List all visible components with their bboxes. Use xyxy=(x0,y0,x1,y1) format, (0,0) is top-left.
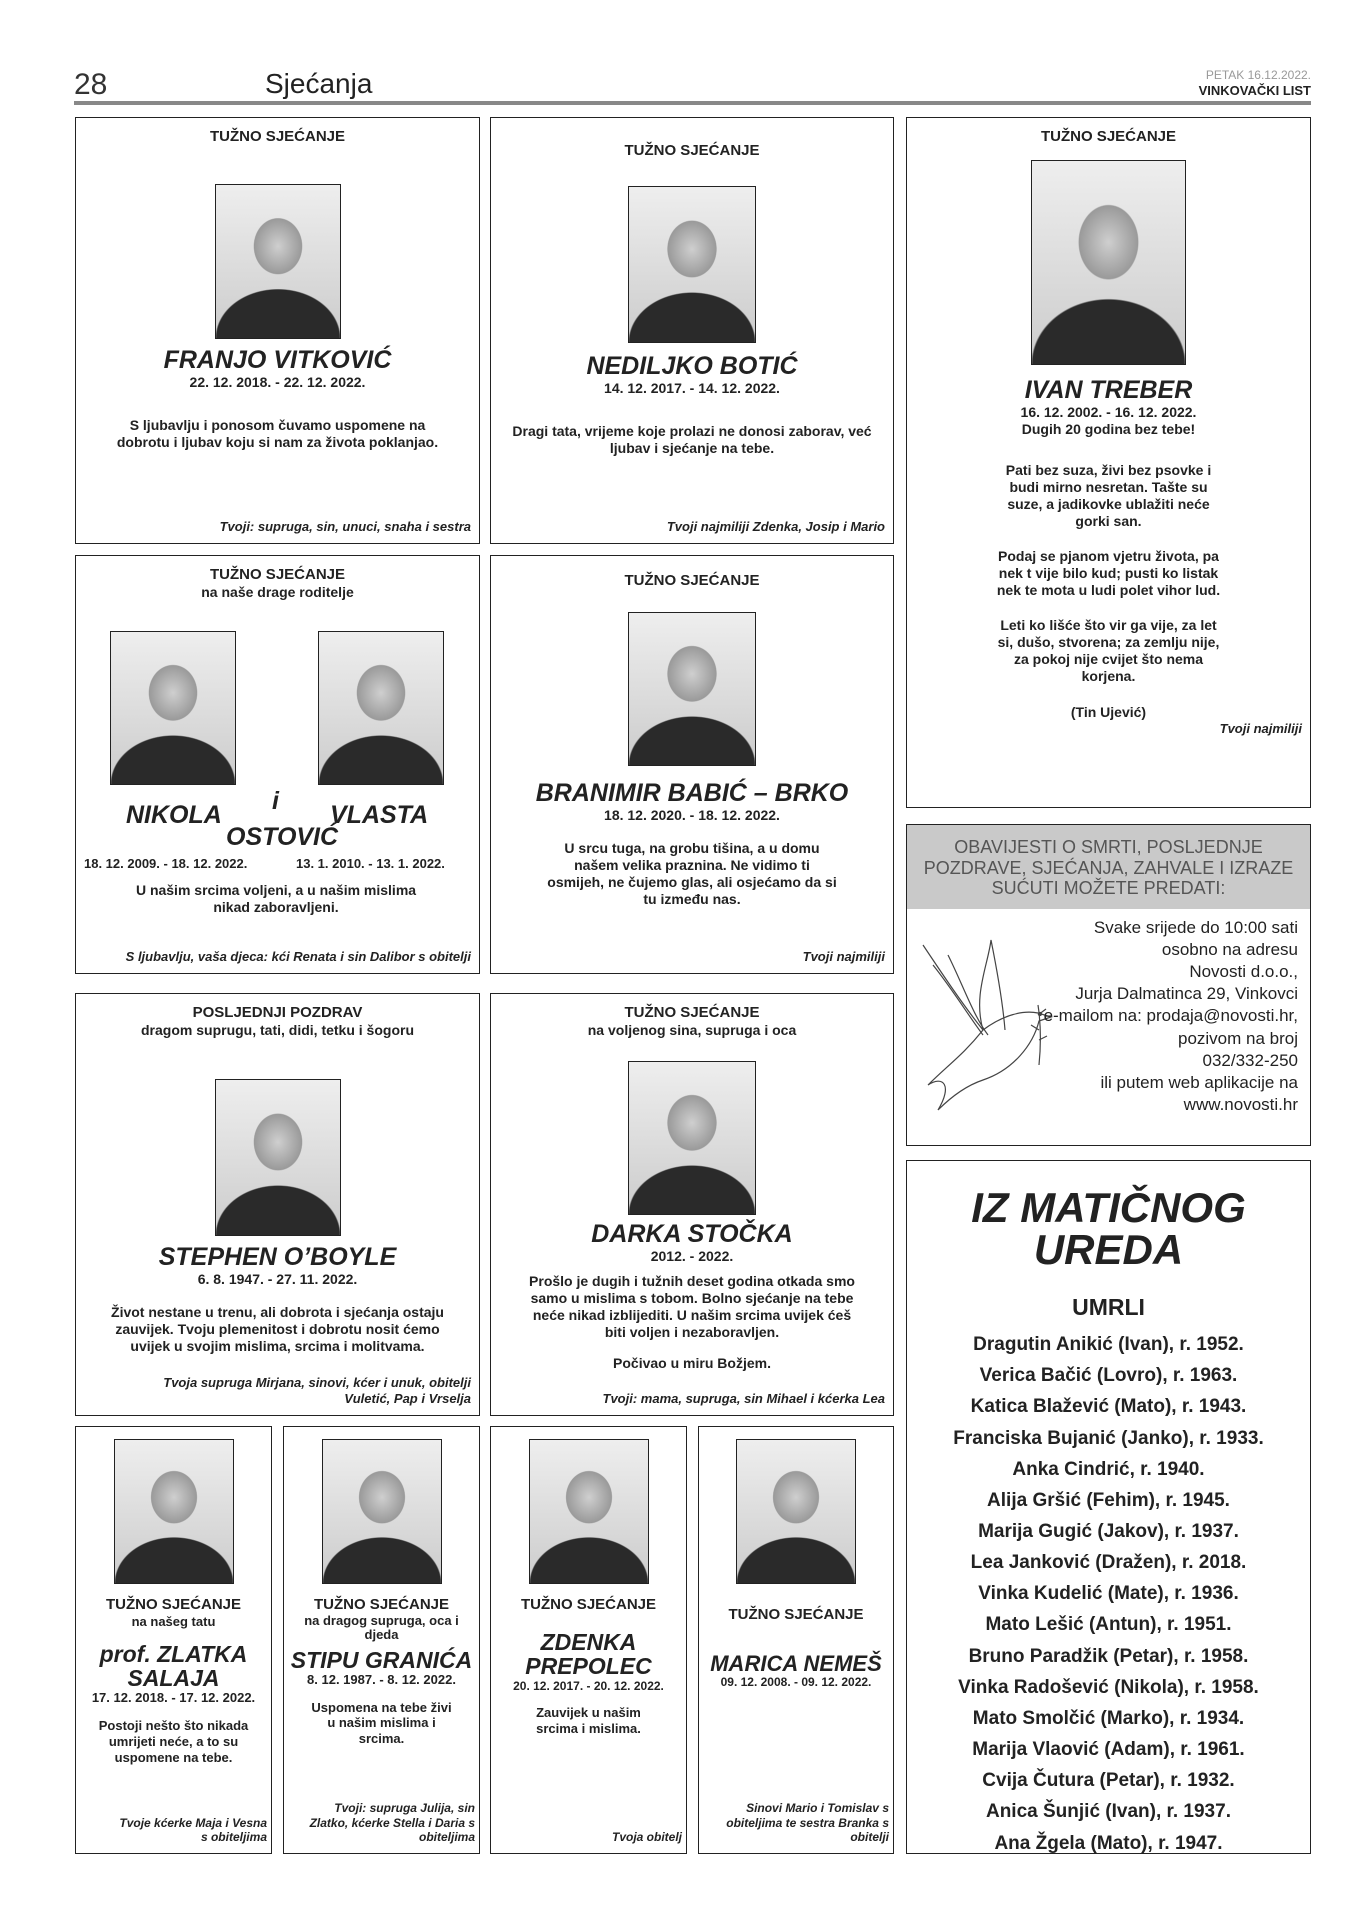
ad-line: pozivom na broj xyxy=(1177,1028,1298,1048)
dates: 6. 8. 1947. - 27. 11. 2022. xyxy=(197,1270,358,1287)
deceased-name: STIPU GRANIĆA xyxy=(290,1646,473,1673)
registry-subtitle: UMRLI xyxy=(1072,1294,1145,1320)
portrait-photo xyxy=(736,1439,856,1584)
registry-entry: Vinka Radošević (Nikola), r. 1958. xyxy=(958,1676,1259,1698)
notice-ostovic xyxy=(75,555,480,974)
registry-title: IZ MATIČNOG UREDA xyxy=(971,1184,1246,1273)
deceased-name: BRANIMIR BABIĆ – BRKO xyxy=(535,779,849,808)
ad-email[interactable]: e-mailom na: prodaja@novosti.hr, xyxy=(1043,1006,1298,1026)
dates: 22. 12. 2018. - 22. 12. 2022. xyxy=(189,373,366,390)
message: Postoji nešto što nikada umrijeti neće, a to su uspomene na tebe. xyxy=(98,1718,249,1766)
ad-phone: 032/332-250 xyxy=(1202,1050,1298,1070)
header-rule xyxy=(74,101,1311,105)
notice-title: TUŽNO SJEĆANJE xyxy=(209,128,346,145)
registry-entry: Dragutin Anikić (Ivan), r. 1952. xyxy=(973,1334,1244,1356)
registry-entry: Alija Gršić (Fehim), r. 1945. xyxy=(987,1489,1230,1511)
notice-zlatka-salaja xyxy=(75,1426,272,1854)
dates: 09. 12. 2008. - 09. 12. 2022. xyxy=(720,1675,872,1690)
signature: Tvoji: mama, supruga, sin Mihael i kćerka Lea xyxy=(602,1391,885,1407)
poem-stanza-1: Pati bez suza, živi bez psovke i budi mirno nesretan. Tašte su suze, a jadikovke ublažiti neće gorki san. xyxy=(1005,461,1212,529)
message: S ljubavlju i ponosom čuvamo uspomene na dobrotu i ljubav koju si nam za života poklanjao. xyxy=(116,416,439,450)
portrait-photo xyxy=(215,1079,341,1236)
notice-title: TUŽNO SJEĆANJE xyxy=(209,566,346,583)
portrait-photo-nikola xyxy=(110,631,236,785)
notice-zdenka-prepolec xyxy=(490,1426,687,1854)
notice-franjo-vitkovic xyxy=(75,117,480,544)
notice-title: TUŽNO SJEĆANJE xyxy=(105,1596,242,1613)
registry-entry: Lea Janković (Dražen), r. 2018. xyxy=(970,1552,1247,1574)
poem-author: (Tin Ujević) xyxy=(1070,703,1147,720)
ad-website[interactable]: www.novosti.hr xyxy=(1183,1094,1298,1114)
signature: Sinovi Mario i Tomislav s obiteljima te sestra Branka s obitelji xyxy=(726,1801,889,1845)
conjunction: i xyxy=(272,787,279,815)
notice-stipu-granica xyxy=(283,1426,480,1854)
notice-title: TUŽNO SJEĆANJE xyxy=(520,1596,657,1613)
deceased-name: NEDILJKO BOTIĆ xyxy=(586,352,798,381)
dates: 16. 12. 2002. - 16. 12. 2022. xyxy=(1020,403,1197,420)
portrait-photo xyxy=(1031,160,1186,365)
portrait-photo xyxy=(215,184,341,339)
subtitle: na voljenog sina, supruga i oca xyxy=(587,1022,797,1039)
deceased-name-1: NIKOLA xyxy=(126,801,222,829)
signature: Tvoji najmiliji xyxy=(802,949,885,965)
message: Prošlo je dugih i tužnih deset godina otkada smo samo u mislima s tobom. Bolno sjećanje na tebe neće nikad izblijediti. U našim srcima uvijek ćeš biti voljen i nezaboravljen. xyxy=(529,1272,855,1340)
ad-heading: OBAVIJESTI O SMRTI, POSLJEDNJE POZDRAVE, SJEĆANJA, ZAHVALE I IZRAZE SUĆUTI MOŽETE PREDATI: xyxy=(907,825,1310,909)
notice-darka-stocka xyxy=(490,993,894,1416)
ad-line: Novosti d.o.o., xyxy=(1189,962,1298,982)
deceased-name: FRANJO VITKOVIĆ xyxy=(163,346,392,375)
ad-line: Svake srijede do 10:00 sati xyxy=(1093,918,1298,938)
notice-title: TUŽNO SJEĆANJE xyxy=(624,1004,760,1021)
registry-entry: Anka Cindrić, r. 1940. xyxy=(1012,1458,1205,1480)
signature: Tvoji: supruga, sin, unuci, snaha i sestra xyxy=(219,519,471,535)
notice-title: POSLJEDNJI POZDRAV xyxy=(192,1004,363,1021)
issue-date: PETAK 16.12.2022. xyxy=(1205,68,1311,82)
portrait-photo xyxy=(322,1439,442,1584)
dates-2: 13. 1. 2010. - 13. 1. 2022. xyxy=(296,856,445,871)
message-closing: Počivao u miru Božjem. xyxy=(613,1355,771,1372)
notice-title: TUŽNO SJEĆANJE xyxy=(624,142,760,159)
dates: 20. 12. 2017. - 20. 12. 2022. xyxy=(513,1678,664,1693)
signature: Tvoji najmiliji xyxy=(1219,720,1302,736)
ad-line: ili putem web aplikacije na xyxy=(1100,1072,1298,1092)
subtitle: na našeg tatu xyxy=(131,1614,216,1630)
subtitle: na naše drage roditelje xyxy=(201,584,354,601)
registry-entry: Marija Vlaović (Adam), r. 1961. xyxy=(972,1739,1245,1761)
deceased-name: IVAN TREBER xyxy=(1024,376,1193,405)
ad-instructions xyxy=(1044,909,1310,1116)
portrait-photo xyxy=(628,186,756,343)
ad-line: Jurja Dalmatinca 29, Vinkovci xyxy=(1075,984,1298,1004)
poem-stanza-3: Leti ko lišće što vir ga vije, za let si, dušo, stvorena; za zemlju nije, za pokoj nije cvijet što nema korjena. xyxy=(997,617,1220,685)
notice-title: TUŽNO SJEĆANJE xyxy=(313,1596,450,1613)
registry-entry: Anica Šunjić (Ivan), r. 1937. xyxy=(985,1801,1231,1823)
portrait-photo xyxy=(628,612,756,766)
subtitle: dragom suprugu, tati, didi, tetku i šogoru xyxy=(141,1022,414,1039)
registry-entry: Vinka Kudelić (Mate), r. 1936. xyxy=(978,1583,1239,1605)
dates: 18. 12. 2020. - 18. 12. 2022. xyxy=(604,806,780,823)
dates-1: 18. 12. 2009. - 18. 12. 2022. xyxy=(84,856,248,871)
registry-entry: Mato Lešić (Antun), r. 1951. xyxy=(985,1614,1232,1636)
signature: Tvoja obitelj xyxy=(611,1830,682,1845)
registry-entry: Marija Gugić (Jakov), r. 1937. xyxy=(978,1520,1239,1542)
deceased-name: DARKA STOČKA xyxy=(591,1220,793,1249)
notice-marica-nemes xyxy=(698,1426,894,1854)
message: Zauvijek u našim srcima i mislima. xyxy=(536,1705,641,1737)
section-title: Sjećanja xyxy=(265,68,373,99)
registry-entry: Cvija Čutura (Petar), r. 1932. xyxy=(982,1770,1235,1792)
newspaper-name: VINKOVAČKI LIST xyxy=(1198,83,1311,98)
subtitle: Dugih 20 godina bez tebe! xyxy=(1021,420,1196,437)
message: Dragi tata, vrijeme koje prolazi ne donosi zaborav, već ljubav i sjećanje na tebe. xyxy=(512,422,872,456)
message: U našim srcima voljeni, a u našim mislima nikad zaboravljeni. xyxy=(135,882,417,916)
subtitle: na dragog supruga, oca i djeda xyxy=(304,1613,459,1642)
dates: 2012. - 2022. xyxy=(650,1247,734,1264)
dates: 8. 12. 1987. - 8. 12. 2022. xyxy=(307,1671,456,1687)
registry-entry: Bruno Paradžik (Petar), r. 1958. xyxy=(968,1645,1249,1667)
notice-nediljko-botic xyxy=(490,117,894,544)
signature: Tvoja supruga Mirjana, sinovi, kćer i unuk, obitelji Vuletić, Pap i Vrselja xyxy=(163,1375,471,1407)
registry-entry: Franciska Bujanić (Janko), r. 1933. xyxy=(953,1427,1264,1449)
deceased-name-2: VLASTA xyxy=(330,801,429,829)
message: Život nestane u trenu, ali dobrota i sjećanja ostaju zauvijek. Tvoju plemenitost i dobrotu nosit ćemo uvijek u svojim mislima, srcima i molitvama. xyxy=(111,1303,444,1354)
portrait-photo-vlasta xyxy=(318,631,444,785)
notice-title: TUŽNO SJEĆANJE xyxy=(624,572,760,589)
poem-stanza-2: Podaj se pjanom vjetru života, pa nek t vije bilo kud; pusti ko listak nek te mota u ludi polet vihor lud. xyxy=(996,548,1221,599)
signature: S ljubavlju, vaša djeca: kći Renata i sin Dalibor s obitelji xyxy=(125,949,471,965)
deceased-name: ZDENKA PREPOLEC xyxy=(525,1629,652,1680)
registry-entry: Mato Smolčić (Marko), r. 1934. xyxy=(972,1707,1245,1729)
submission-info-ad xyxy=(906,824,1311,1146)
notice-title: TUŽNO SJEĆANJE xyxy=(1040,128,1177,145)
notice-title: TUŽNO SJEĆANJE xyxy=(728,1606,864,1623)
ad-line: osobno na adresu xyxy=(1161,940,1298,960)
portrait-photo xyxy=(529,1439,649,1584)
dates: 17. 12. 2018. - 17. 12. 2022. xyxy=(91,1690,256,1706)
signature: Tvoji: supruga Julija, sin Zlatko, kćerke Stella i Daria s obiteljima xyxy=(309,1801,475,1845)
registry-entry: Verica Bačić (Lovro), r. 1963. xyxy=(979,1365,1238,1387)
notice-branimir-babic xyxy=(490,555,894,974)
page-number: 28 xyxy=(74,68,108,101)
message: Uspomena na tebe živi u našim mislima i srcima. xyxy=(311,1699,452,1747)
dates: 14. 12. 2017. - 14. 12. 2022. xyxy=(604,379,780,396)
deceased-name: MARICA NEMEŠ xyxy=(710,1651,882,1677)
message: U srcu tuga, na grobu tišina, a u domu našem velika praznina. Ne vidimo ti osmijeh, ne čujemo glas, ali osjećamo da si tu između nas. xyxy=(547,839,837,907)
deceased-name: STEPHEN O’BOYLE xyxy=(158,1243,397,1272)
registry-office-deaths xyxy=(906,1160,1311,1854)
signature: Tvoje kćerke Maja i Vesna s obiteljima xyxy=(119,1815,267,1845)
deceased-name: prof. ZLATKA SALAJA xyxy=(99,1641,248,1692)
notice-ivan-treber xyxy=(906,117,1311,808)
portrait-photo xyxy=(114,1439,234,1584)
deceased-list xyxy=(953,1329,1263,1859)
registry-entry: Ana Žgela (Mato), r. 1947. xyxy=(994,1832,1223,1854)
surname: OSTOVIĆ xyxy=(226,823,339,851)
registry-entry: Katica Blažević (Mato), r. 1943. xyxy=(970,1396,1247,1418)
notice-stephen-oboyle xyxy=(75,993,480,1416)
portrait-photo xyxy=(628,1061,756,1215)
signature: Tvoji najmiliji Zdenka, Josip i Mario xyxy=(666,519,885,535)
